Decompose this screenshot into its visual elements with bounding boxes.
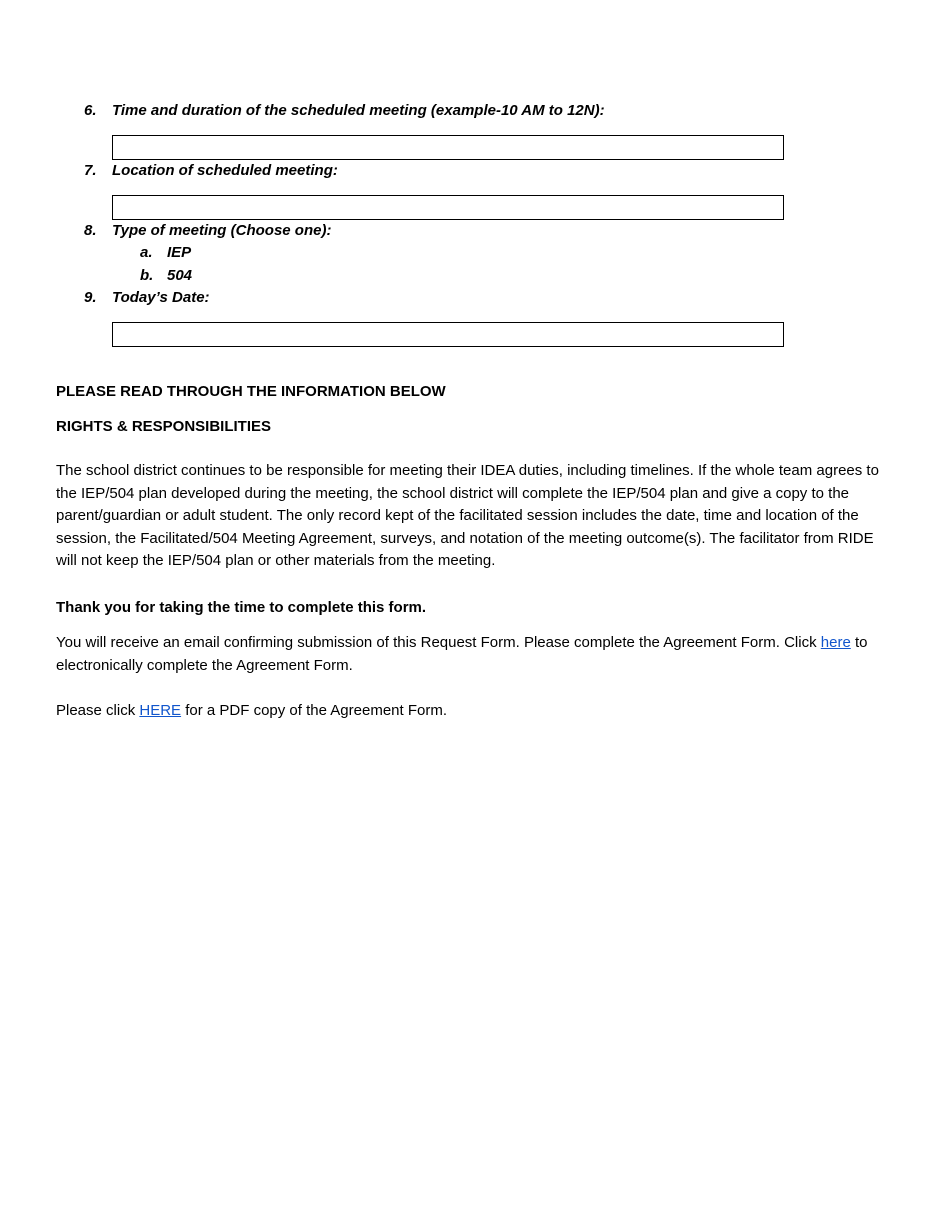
question-9 — [84, 288, 210, 308]
meeting-location-field[interactable] — [112, 195, 784, 220]
option-a-letter: a. — [140, 244, 153, 261]
email-confirmation-paragraph — [56, 632, 892, 677]
option-b-letter: b. — [140, 267, 154, 284]
question-6-label: Time and duration of the scheduled meeting (example-10 AM to 12N): — [112, 102, 605, 119]
question-6-number: 6. — [84, 102, 97, 119]
rights-heading: RIGHTS & RESPONSIBILITIES — [56, 418, 272, 435]
meeting-time-field[interactable] — [112, 135, 784, 160]
pdf-agreement-link[interactable]: HERE — [139, 702, 182, 719]
question-8-number: 8. — [84, 222, 97, 239]
question-9-number: 9. — [84, 289, 97, 306]
meeting-type-option-504[interactable] — [140, 266, 192, 286]
pdf-paragraph — [56, 700, 892, 723]
question-9-label: Today’s Date: — [112, 289, 210, 306]
question-8-label: Type of meeting (Choose one): — [112, 222, 332, 239]
question-7 — [84, 161, 338, 181]
rights-paragraph: The school district continues to be responsible for meeting their IDEA duties, including timelines. If the whole team agrees to the IEP/504 plan developed during the meeting, the school district will complete the IEP/504 plan and give a copy to the parent/guardian or adult student. The only record kept of the facilitated session includes the date, time and location of the session, the Facilitated/504 Meeting Agreement, surveys, and notation of the meeting outcome(s). The facilitator from RIDE will not keep the IEP/504 plan or other materials from the meeting. — [56, 462, 879, 569]
question-7-label: Location of scheduled meeting: — [112, 162, 338, 179]
question-8 — [84, 221, 331, 241]
agreement-form-link[interactable]: here — [820, 634, 851, 651]
question-6 — [84, 101, 605, 121]
email-text-before: You will receive an email confirming submission of this Request Form. Please complete the Agreement Form. Click — [56, 634, 821, 651]
meeting-type-option-iep[interactable] — [140, 243, 191, 263]
option-b-label: 504 — [167, 267, 193, 284]
pdf-text-before: Please click — [56, 702, 140, 719]
option-a-label: IEP — [167, 244, 192, 261]
todays-date-field[interactable] — [112, 322, 784, 347]
email-text-after: to electronically complete the Agreement Form. — [56, 634, 868, 674]
pdf-text-after: for a PDF copy of the Agreement Form. — [181, 702, 448, 719]
thank-you-text: Thank you for taking the time to complete this form. — [56, 599, 427, 616]
question-7-number: 7. — [84, 162, 97, 179]
info-heading: PLEASE READ THROUGH THE INFORMATION BELOW — [56, 383, 446, 400]
